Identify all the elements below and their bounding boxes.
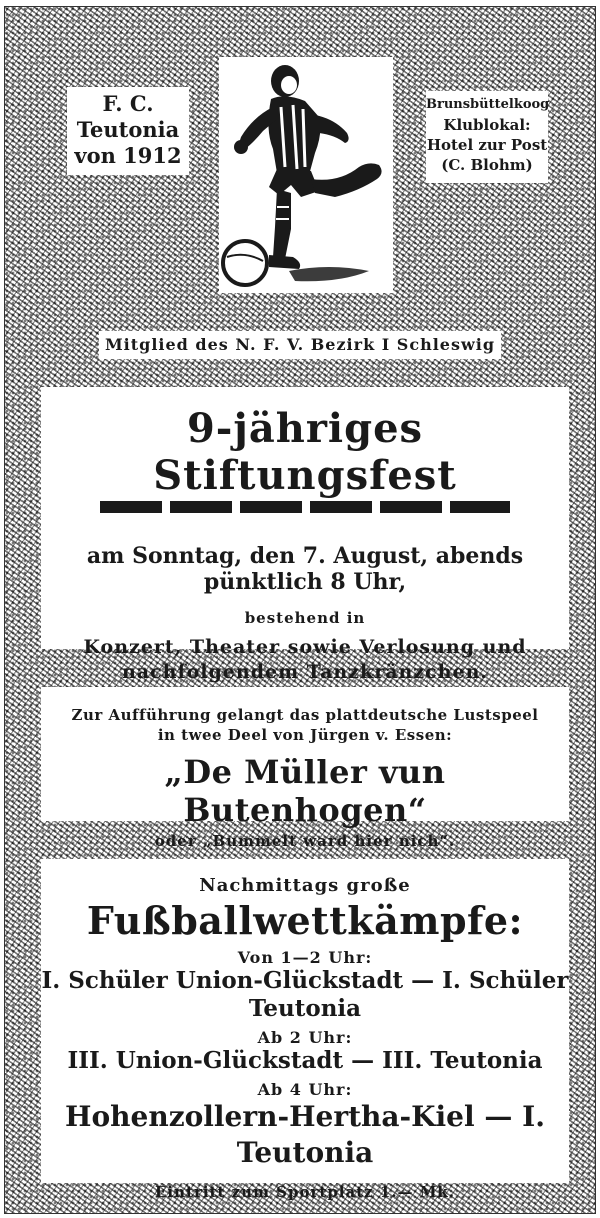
klub-line-4: (C. Blohm) — [441, 156, 533, 174]
festival-program-line-2: nachfolgendem Tanzkränzchen. — [121, 661, 489, 683]
club-box — [67, 87, 189, 175]
membership-banner: Mitglied des N. F. V. Bezirk I Schleswig — [99, 331, 501, 359]
match-time-2: Ab 2 Uhr: — [257, 1028, 353, 1047]
poster — [4, 6, 596, 1214]
football-player-icon — [219, 57, 393, 293]
football-matches-panel — [41, 859, 569, 1201]
club-line-2: Teutonia — [76, 117, 180, 142]
club-line-1: F. C. — [102, 91, 154, 116]
festival-subtitle: bestehend in — [244, 609, 366, 627]
play-intro-line-2: in twee Deel von Jürgen v. Essen: — [157, 726, 453, 744]
klublokal-box — [426, 91, 548, 183]
afternoon-label: Nachmittags große — [199, 875, 411, 896]
match-2: III. Union-Glückstadt — III. Teutonia — [67, 1047, 543, 1074]
theater-play-panel — [41, 687, 569, 850]
festival-date: am Sonntag, den 7. August, abends pünktlich 8 Uhr, — [86, 543, 524, 595]
klub-line-3: Hotel zur Post — [426, 136, 548, 154]
entry-fee: Eintritt zum Sportplatz 1.— Mk. — [155, 1183, 455, 1201]
matches-heading: Fußballwettkämpfe: — [86, 898, 524, 943]
title-underline-divider — [100, 501, 510, 513]
club-line-3: von 1912 — [74, 143, 182, 168]
klub-line-2: Klublokal: — [443, 116, 531, 134]
klub-line-1: Brunsbüttelkoog — [426, 97, 550, 112]
football-player-illustration — [219, 57, 393, 293]
festival-title: 9-jähriges Stiftungsfest — [153, 405, 457, 499]
match-3: Hohenzollern-Hertha-Kiel — I. Teutonia — [65, 1100, 545, 1169]
match-time-1: Von 1—2 Uhr: — [237, 948, 373, 967]
foundation-festival-panel — [41, 387, 569, 683]
play-title: „De Müller vun Butenhogen“ — [164, 753, 446, 829]
play-alt-title: oder „Bummelt ward hier nich“. — [154, 832, 456, 850]
match-time-3: Ab 4 Uhr: — [257, 1080, 353, 1099]
match-1: I. Schüler Union-Glückstadt — I. Schüler Teutonia — [41, 967, 569, 1022]
play-intro-line-1: Zur Aufführung gelangt das plattdeutsche Lustspeel — [71, 706, 539, 724]
festival-program-line-1: Konzert, Theater sowie Verlosung und — [83, 636, 527, 658]
